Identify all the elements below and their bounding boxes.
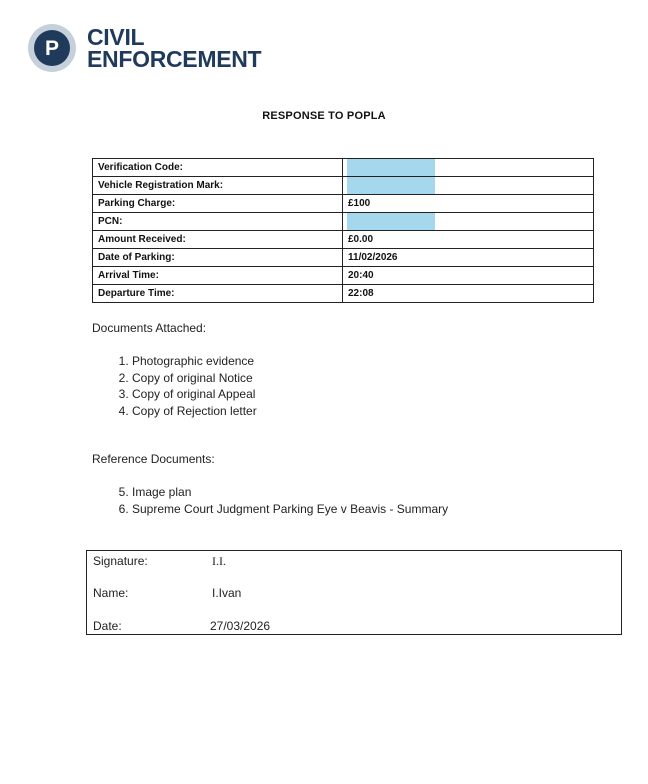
name-value: I.Ivan [212, 586, 242, 600]
details-label: Departure Time: [93, 285, 343, 303]
reference-documents-list [92, 484, 448, 517]
parking-details-table [92, 158, 594, 303]
details-label: Verification Code: [93, 159, 343, 177]
list-item: 5. Image plan [132, 484, 448, 501]
details-value-redacted [343, 177, 594, 195]
details-value: £0.00 [343, 231, 594, 249]
details-value-redacted [343, 159, 594, 177]
details-label: Parking Charge: [93, 195, 343, 213]
details-row [93, 159, 594, 177]
redaction-block [347, 177, 435, 194]
redaction-block [347, 213, 435, 230]
details-value: 20:40 [343, 267, 594, 285]
details-row [93, 195, 594, 213]
signature-value: I.I. [212, 554, 226, 568]
civil-enforcement-logo [28, 24, 268, 78]
details-row [93, 177, 594, 195]
page-title: RESPONSE TO POPLA [262, 110, 386, 122]
list-item: 3. Copy of original Appeal [132, 386, 257, 403]
list-item: 2. Copy of original Notice [132, 370, 257, 387]
details-label: Arrival Time: [93, 267, 343, 285]
details-value: 22:08 [343, 285, 594, 303]
redaction-block [347, 159, 435, 176]
details-value-redacted [343, 213, 594, 231]
date-value: 27/03/2026 [210, 619, 271, 633]
brand-wordmark [87, 26, 261, 70]
signature-box [86, 550, 622, 635]
details-value: £100 [343, 195, 594, 213]
list-item: 4. Copy of Rejection letter [132, 403, 257, 420]
brand-name-line1: CIVIL [87, 24, 145, 50]
documents-attached-heading: Documents Attached: [92, 321, 207, 335]
details-label: Date of Parking: [93, 249, 343, 267]
details-row [93, 231, 594, 249]
details-label: Amount Received: [93, 231, 343, 249]
name-label: Name: [93, 586, 129, 600]
brand-name-line2: ENFORCEMENT [87, 46, 262, 72]
details-label: Vehicle Registration Mark: [93, 177, 343, 195]
svg-text:P: P [44, 37, 60, 60]
list-item: 6. Supreme Court Judgment Parking Eye v Beavis - Summary [132, 501, 448, 518]
details-row [93, 267, 594, 285]
details-value: 11/02/2026 [343, 249, 594, 267]
date-label: Date: [93, 619, 122, 633]
reference-documents-heading: Reference Documents: [92, 452, 215, 466]
details-row [93, 213, 594, 231]
details-row [93, 249, 594, 267]
list-item: 1. Photographic evidence [132, 353, 257, 370]
details-label: PCN: [93, 213, 343, 231]
signature-label: Signature: [93, 554, 148, 568]
parking-p-icon [28, 24, 76, 72]
details-row [93, 285, 594, 303]
documents-attached-list [92, 353, 257, 419]
